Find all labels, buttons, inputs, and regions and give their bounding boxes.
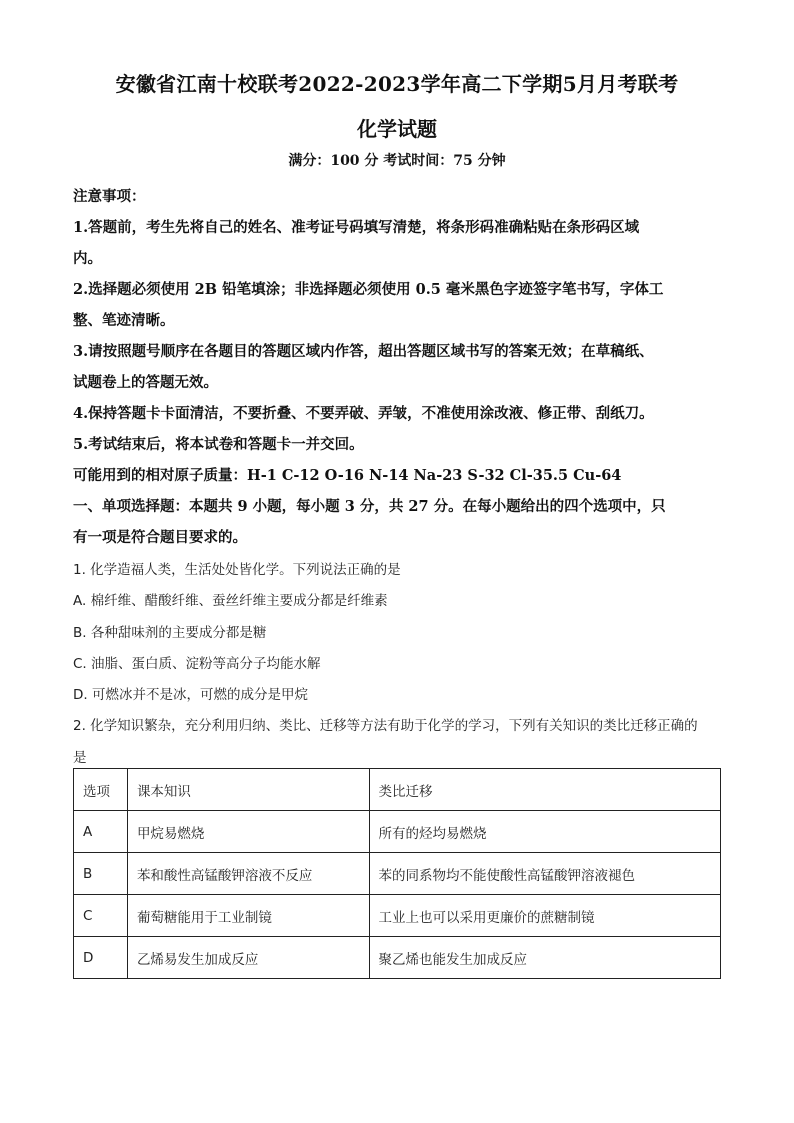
table-row [74,853,721,895]
table-header-cell: 课本知识 [127,769,369,811]
table-cell: 乙烯易发生加成反应 [127,937,369,979]
notice-line: 2.选择题必须使用 2B 铅笔填涂；非选择题必须使用 0.5 毫米黑色字迹签字笔书写，字体工 [73,281,664,298]
notice-line: 试题卷上的答题无效。 [73,374,218,391]
table-cell: A [74,811,128,853]
section-heading: 一、单项选择题：本题共 9 小题，每小题 3 分，共 27 分。在每小题给出的四个选项中，只 [73,498,666,515]
notice-line: 5.考试结束后，将本试卷和答题卡一并交回。 [73,436,364,453]
table-cell: 工业上也可以采用更廉价的蔗糖制镜 [369,895,720,937]
table-cell: 苯和酸性高锰酸钾溶液不反应 [127,853,369,895]
exam-subtitle: 化学试题 [357,117,437,141]
table-row [74,895,721,937]
table-cell: 所有的烃均易燃烧 [369,811,720,853]
table-cell: C [74,895,128,937]
notice-line: 4.保持答题卡卡面清洁，不要折叠、不要弄破、弄皱，不准使用涂改液、修正带、刮纸刀。 [73,405,654,422]
table-row [74,937,721,979]
question-2-table [73,768,721,979]
table-row [74,811,721,853]
atomic-masses: 可能用到的相对原子质量：H-1 C-12 O-16 N-14 Na-23 S-32 Cl-35.5 Cu-64 [73,467,622,484]
notice-line: 整、笔迹清晰。 [73,312,175,329]
notice-line: 3.请按照题号顺序在各题目的答题区域内作答，超出答题区域书写的答案无效；在草稿纸、 [73,343,654,360]
question-1-option-b: B. 各种甜味剂的主要成分都是糖 [73,624,267,641]
table-header-cell: 选项 [74,769,128,811]
table-cell: 甲烷易燃烧 [127,811,369,853]
table-cell: D [74,937,128,979]
table-cell: 葡萄糖能用于工业制镜 [127,895,369,937]
notice-line: 内。 [73,250,102,267]
question-1-stem: 1. 化学造福人类，生活处处皆化学。下列说法正确的是 [73,562,401,578]
table-cell: B [74,853,128,895]
question-2-stem-cont: 是 [73,749,87,766]
exam-title: 安徽省江南十校联考2022-2023学年高二下学期5月月考联考 [115,72,679,96]
question-1-option-d: D. 可燃冰并不是冰，可燃的成分是甲烷 [73,687,308,704]
question-2-stem: 2. 化学知识繁杂，充分利用归纳、类比、迁移等方法有助于化学的学习，下列有关知识的类比迁移正确的 [73,718,698,735]
table-cell: 聚乙烯也能发生加成反应 [369,937,720,979]
notice-section [73,181,723,553]
notice-heading: 注意事项： [73,188,146,205]
section-heading-cont: 有一项是符合题目要求的。 [73,529,247,546]
question-1-option-c: C. 油脂、蛋白质、淀粉等高分子均能水解 [73,655,321,672]
notice-line: 1.答题前，考生先将自己的姓名、准考证号码填写清楚，将条形码准确粘贴在条形码区域 [73,219,640,236]
score-time-line: 满分：100 分 考试时间：75 分钟 [288,153,506,169]
table-header-row [74,769,721,811]
table-header-cell: 类比迁移 [369,769,720,811]
questions [73,555,723,774]
question-1-option-a: A. 棉纤维、醋酸纤维、蚕丝纤维主要成分都是纤维素 [73,593,388,610]
table-cell: 苯的同系物均不能使酸性高锰酸钾溶液褪色 [369,853,720,895]
